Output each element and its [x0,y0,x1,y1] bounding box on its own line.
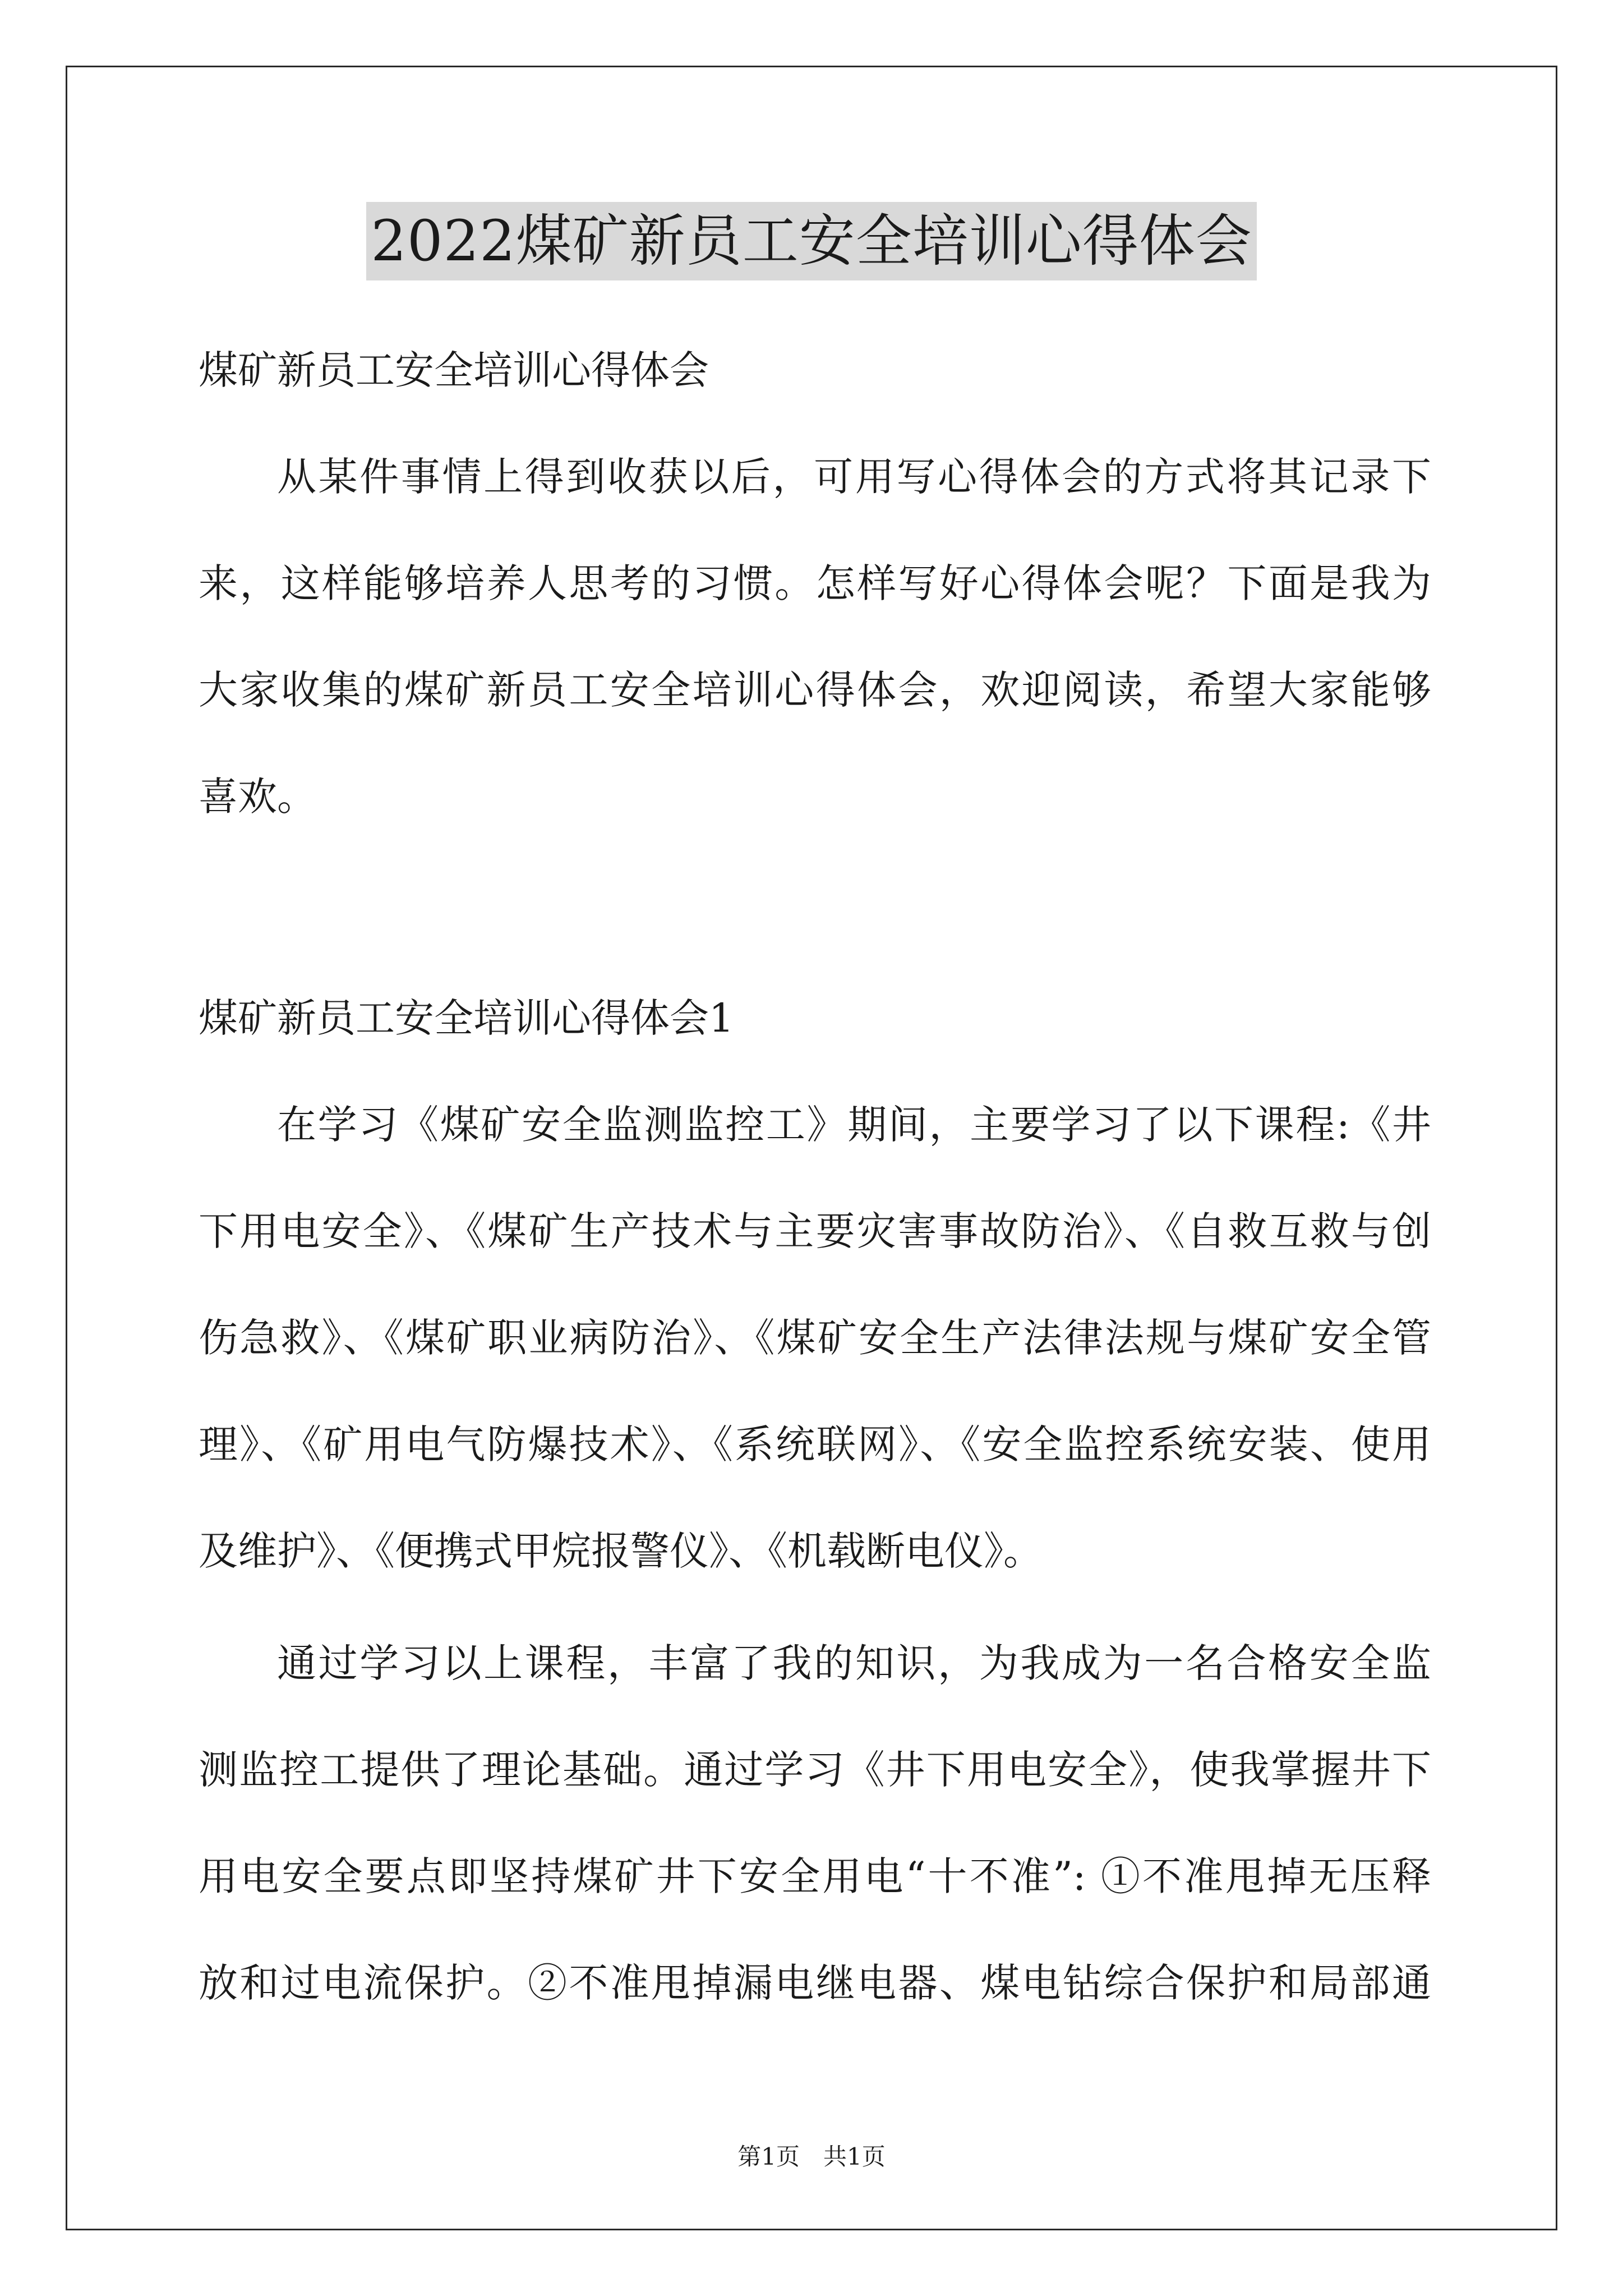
intro-line: 大家收集的煤矿新员工安全培训心得体会，欢迎阅读，希望大家能够 [199,667,1431,713]
paragraph-line: 用电安全要点即坚持煤矿井下安全用电“十不准”: ①不准甩掉无压释 [199,1853,1431,1899]
intro-line: 从某件事情上得到收获以后，可用写心得体会的方式将其记录下 [277,454,1431,500]
paragraph-line: 测监控工提供了理论基础。通过学习《井下用电安全》，使我掌握井下 [199,1747,1431,1793]
paragraph-line: 理》、《矿用电气防爆技术》、《系统联网》、《安全监控系统安装、使用 [199,1421,1431,1467]
paragraph-line: 通过学习以上课程，丰富了我的知识，为我成为一名合格安全监 [277,1640,1431,1686]
title-container [0,202,1623,280]
paragraph-line: 及维护》、《便携式甲烷报警仪》、《机载断电仪》。 [199,1528,1043,1574]
paragraph-line: 下用电安全》、《煤矿生产技术与主要灾害事故防治》、《自救互救与创 [199,1208,1431,1254]
paragraph-line: 在学习《煤矿安全监测监控工》期间，主要学习了以下课程:《井 [277,1102,1431,1148]
paragraph-line: 伤急救》、《煤矿职业病防治》、《煤矿安全生产法律法规与煤矿安全管 [199,1315,1431,1361]
paragraph-line: 放和过电流保护。②不准甩掉漏电继电器、煤电钻综合保护和局部通 [199,1960,1431,2006]
document-title: 2022煤矿新员工安全培训心得体会 [366,202,1257,280]
section-heading: 煤矿新员工安全培训心得体会1 [199,995,734,1041]
subtitle: 煤矿新员工安全培训心得体会 [199,347,709,393]
page-number-footer: 第1页 共1页 [737,2143,886,2170]
intro-line: 来，这样能够培养人思考的习惯。怎样写好心得体会呢？下面是我为 [199,560,1431,606]
intro-line: 喜欢。 [199,774,316,820]
